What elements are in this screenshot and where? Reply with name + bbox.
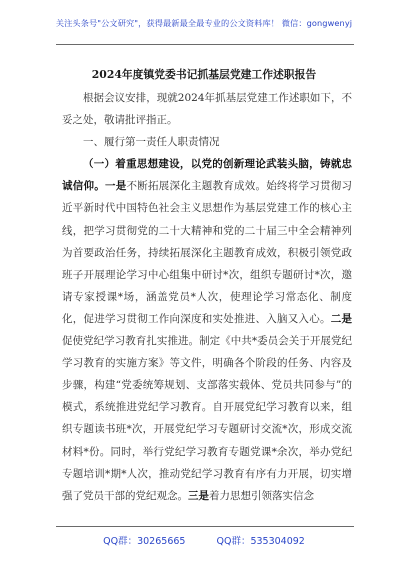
point2-label: 二是 (330, 312, 352, 325)
footer-contact (0, 533, 408, 547)
intro-paragraph: 根据会议安排，现就2024年抓基层党建工作述职如下，不妥之处，敬请批评指正。 (62, 92, 352, 127)
header-divider (56, 44, 354, 45)
document-title: 2024年度镇党委书记抓基层党建工作述职报告 (91, 68, 317, 81)
document-body (62, 87, 352, 507)
point2-text: 促使党纪学习教育扎实推进。制定《中共*委员会关于开展党纪学习教育的实施方案》等文件，明确各个阶段的任务、内容及步骤，构建“党委统筹规划、支部落实载体、党员共同参与”的模式，系统推进党纪学习教育。自开展党纪学习教育以来，组织专题读书班*次，开展党纪学习专题研讨交流*次，形成交流材料*份。同时，举行党纪学习教育专题党课*余次，举办党纪专题培训*期*人次，推动党纪学习教育有序有力开展，切实增强了党员干部的党纪观念。 (62, 335, 352, 502)
point1-label: 一是 (105, 180, 127, 193)
footer-divider (56, 526, 354, 527)
subsection-lead: （一）着重思想建设，以党的创新理论武装头脑，铸就忠诚信仰。 (62, 158, 352, 193)
header-banner: 关注头条号"公文研究"，获得最新最全最专业的公文资料库！ 微信：gongwenyj (55, 18, 353, 28)
point1-text: 不断拓展深化主题教育成效。始终将学习贯彻习近平新时代中国特色社会主义思想作为基层党建工作的核心主线，把学习贯彻党的二十大精神和党的二十届三中全会精神列为首要政治任务，持续拓展深化主题教育成效，积极引领党政班子开展理论学习中心组集中研讨*次，组织专题研讨*次，邀请专家授课*场，涵盖党员*人次，使理论学习常态化、制度化，促进学习贯彻工作向深度和实处推进、入脑又入心。 (62, 180, 352, 325)
point3-text: 着力思想引领落实信念 (209, 489, 314, 502)
qq-group-1: QQ群：30265665 (103, 536, 186, 547)
qq-group-2: QQ群：535304092 (216, 536, 305, 547)
subsection-paragraph (62, 153, 352, 507)
section-heading: 一、履行第一责任人职责情况 (83, 136, 220, 149)
point3-label: 三是 (188, 489, 209, 502)
